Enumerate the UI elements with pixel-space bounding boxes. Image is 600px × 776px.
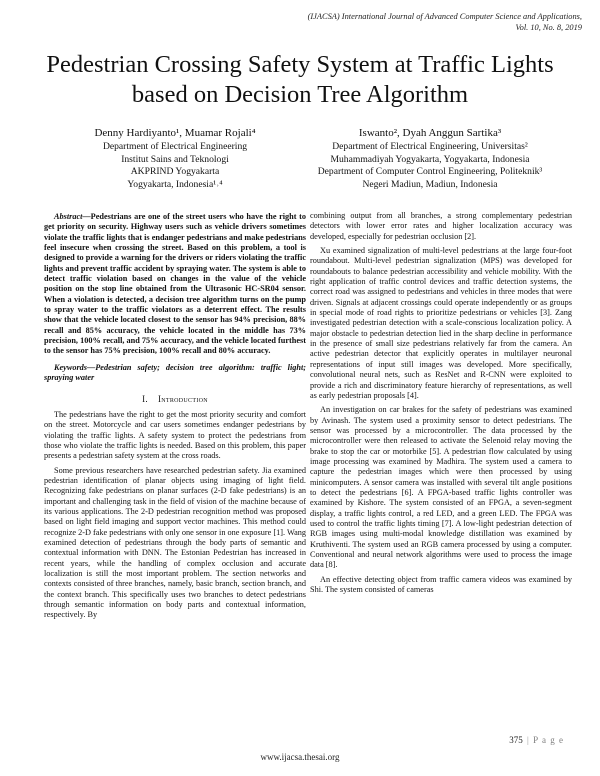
body-paragraph: An investigation on car brakes for the safety of pedestrians was examined by Avinash. The system used a proximity sensor to detect pedestrians. The sensor was processed by a microcontroller. The data processed by the microcontroller were then released to activate the Selenoid relay moving the brake to stop the car or motorbike [5]. A pedestrian flow calculated by using image processing was examined by Madhira. The system used a camera to capture the pedestrian images which were then processed by using minicomputers. A sensor camera was installed with several tilt angle positions to detect the pedestrians [6]. A FPGA-based traffic lights controller was examined by Kishore. The system consisted of an FPGA, a seven-segment display, a traffic lights control, a red LED, and a green LED. The FPGA was used to control the traffic lights timing [7]. A low-light pedestrian detection of RGB images using multi-modal knowledge distillation was examined by Kruthiventi. The system used an RGB camera processed by using a computer. Conventional and neural network algorithms were used to process the image data [8]. xyxy=(310,405,572,570)
journal-name: (IJACSA) International Journal of Advanced Computer Science and Applications, xyxy=(307,12,582,21)
page-separator: | xyxy=(527,735,529,745)
journal-header xyxy=(222,12,582,33)
abstract xyxy=(44,212,306,357)
keywords-lead: Keywords— xyxy=(54,362,96,372)
affiliation-line: Department of Electrical Engineering, Universitas² xyxy=(332,141,528,152)
page-number xyxy=(509,735,564,745)
section-title: Introduction xyxy=(157,393,208,404)
affiliation-line: Department of Computer Control Engineering, Politeknik³ xyxy=(317,166,543,178)
keywords xyxy=(44,363,306,384)
title-line-2: based on Decision Tree Algorithm xyxy=(131,81,469,108)
body-paragraph: Xu examined signalization of multi-level pedestrians at the large four-foot roundabout. Multi-level pedestrian signalization (MPS) was developed for roundabouts to balance pedestrian accessibility and vehicle mobility. With the right application of traffic control devices and traffic detection systems, the correct road was assigned to pedestrians and vehicles in three modes that were driven. Signals at adjacent crossings could operate independently or as groups in special mode of road rights to prioritize pedestrians or vehicles [3]. Zang investigated pedestrian detection with a scale-conscious localization policy. A major obstacle to pedestrian detection lied in the sharp decline in performance in the presence of small size pedestrians relatively far from the camera. An active pedestrian detector that explicitly operates in multilayer neuronal representations of input still images was developed. More specifically, convolutional neural nets, such as ResNet and R-CNN were exploited to provide a rich and discriminatory feature hierarchy of representations, as well as early pedestrian proposals [4]. xyxy=(310,246,572,400)
affiliation-line: Institut Sains and Teknologi xyxy=(121,153,229,165)
body-paragraph: An effective detecting object from traffic camera videos was examined by Shi. The system consisted of cameras xyxy=(310,574,572,595)
author-block-left xyxy=(50,126,300,191)
affiliation-line: Muhammadiyah Yogyakarta, Yogyakarta, Indonesia xyxy=(330,153,530,165)
page-number-value: 375 xyxy=(509,735,523,745)
body-paragraph: Some previous researchers have researched pedestrian safety. Jia examined pedestrian identification of planar objects using imaging of light field. Recognizing fake pedestrians on planar surfaces (2-D fake pedestrians) is an important and challenging task in the field of vision of the machine because of its various applications. The 2-D pedestrian recognition method was proposed based on light field imaging and support vector machines. This method could recognize 2-D fake pedestrians with only one sensor in one exposure [1]. Wang examined detection of pedestrians through the body parts of semantic and contextual information with DNN. The Estonian Pedestrian has increased in recent years, while the handling of complex occlusion and accurate localization is still the most important problem. The section networks and contexts consisted of three branches, namely, basic branch, section branch, and the context branch. This specifically uses two branches to detect pedestrians through semantic information on body parts and contextual information, respectively. By xyxy=(44,465,306,620)
abstract-text: Pedestrians are one of the street users who have the right to get priority on security. Highway users such as vehicle drivers sometimes violate the traffic lights that is endanger pedestrians and make pedestrians feel insecure when crossing the street. Based on this problem, a tool is designed to provide a warning for the drivers or riders violating the traffic lights and prevent traffic accident by spraying water. The system is able to detect traffic violation based on changes in the value of the vehicle position on the stop line obtained from the Ultrasonic HC-SR04 sensor. When a violation is detected, a decision tree algorithm turns on the pump to spray water to the traffic violators as a deterrent effect. The results show that the vehicle located closest to the sensor has 94% precision, 88% recall and 85% accuracy, the vehicle located in the middle has 73% precision, 100% recall, and 75% accuracy, and the vehicle located furthest to the sensor has 75% precision, 100% recall and 80% accuracy. xyxy=(44,212,307,356)
author-names-left: Denny Hardiyanto¹, Muamar Rojali⁴ xyxy=(94,127,256,139)
affiliation-line: AKPRIND Yogyakarta xyxy=(130,166,220,178)
paper-title xyxy=(40,50,560,110)
section-heading xyxy=(44,394,306,404)
author-names-right: Iswanto², Dyah Anggun Sartika³ xyxy=(358,127,502,139)
affiliation-line: Yogyakarta, Indonesia¹˒⁴ xyxy=(127,178,223,190)
left-column xyxy=(44,212,306,625)
author-block-right xyxy=(305,126,555,191)
journal-volume: Vol. 10, No. 8, 2019 xyxy=(515,22,582,32)
affiliation-line: Department of Electrical Engineering xyxy=(102,141,248,152)
abstract-lead: Abstract— xyxy=(54,212,91,221)
body-paragraph: The pedestrians have the right to get the most priority security and comfort on the street. Motorcycle and car users sometimes endanger pedestrians by violating the traffic lights. A safety system to protect the pedestrians from those who violate the traffic lights is needed. Based on this problem, this paper presents a pedestrian safety system at the cross roads. xyxy=(44,409,306,461)
footer-url[interactable]: www.ijacsa.thesai.org xyxy=(260,752,340,762)
right-column xyxy=(310,211,572,599)
keywords-text: Pedestrian safety; decision tree algorithm: traffic light; spraying water xyxy=(44,362,306,383)
body-paragraph: combining output from all branches, a strong complementary pedestrian detectors with lower error rates and higher localization accuracy was developed, especially for pedestrian occlusion [2]. xyxy=(310,211,572,241)
affiliation-line: Negeri Madiun, Madiun, Indonesia xyxy=(362,178,498,190)
page-label: P a g e xyxy=(533,735,564,745)
section-number: I. xyxy=(142,393,148,404)
title-line-1: Pedestrian Crossing Safety System at Traffic Lights xyxy=(46,51,554,78)
